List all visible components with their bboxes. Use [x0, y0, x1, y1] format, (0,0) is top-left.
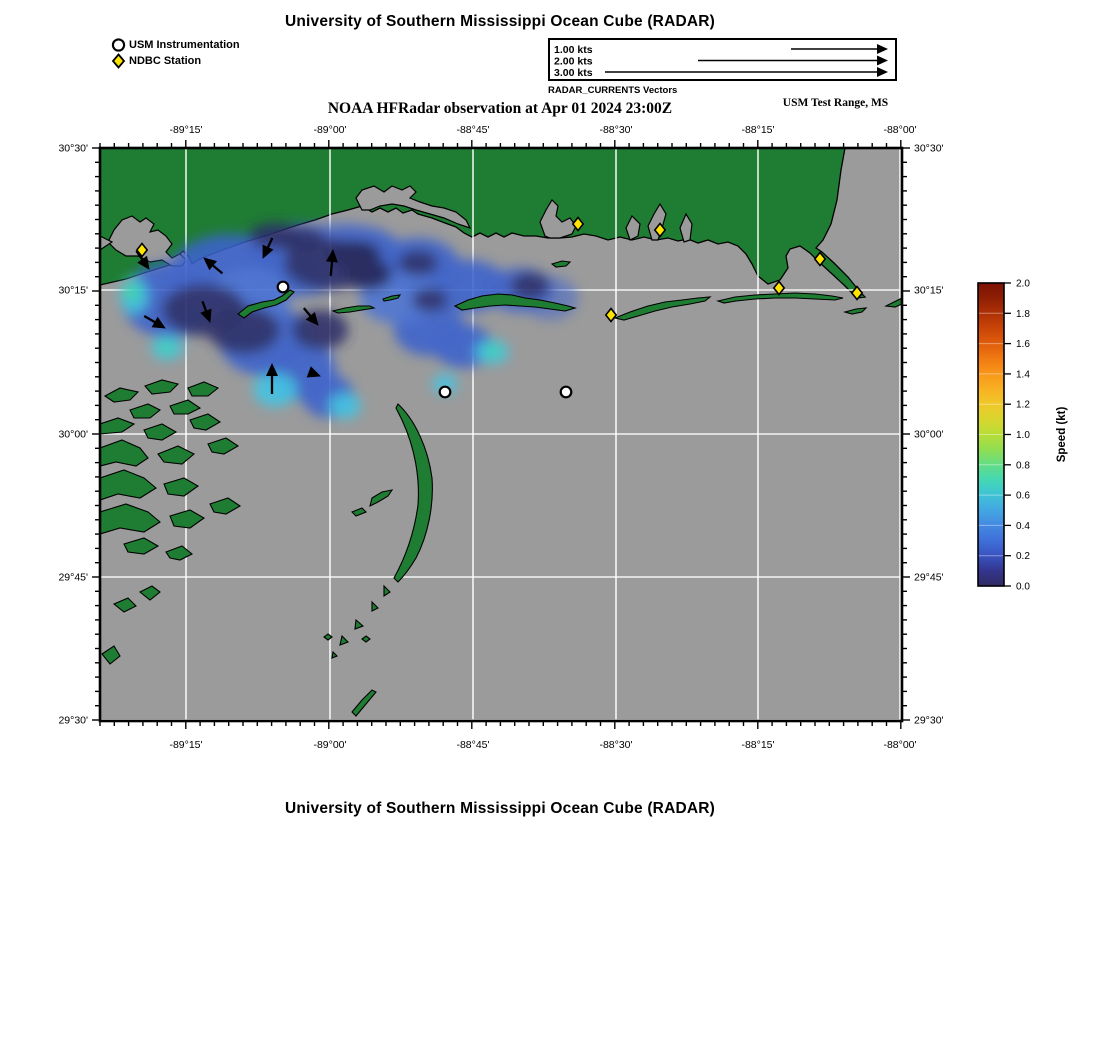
x-tick-label-bottom: -89°15' [169, 739, 203, 751]
colorbar-tick-label: 1.0 [1016, 430, 1030, 441]
svg-text:3.00 kts: 3.00 kts [554, 66, 593, 79]
x-tick-label-top: -88°30' [599, 124, 633, 136]
colorbar-tick-label: 1.6 [1016, 339, 1030, 351]
colorbar [960, 272, 1100, 602]
colorbar-tick-label: 1.4 [1016, 369, 1030, 381]
usm-instrument-marker [561, 387, 572, 398]
x-tick-label-top: -89°15' [169, 124, 203, 136]
map-svg [58, 124, 944, 751]
svg-text:1.00 kts: 1.00 kts [554, 43, 593, 56]
colorbar-tick-label: 0.8 [1016, 460, 1030, 472]
colorbar-tick-label: 0.4 [1016, 520, 1030, 532]
x-tick-label-bottom: -88°45' [456, 739, 490, 751]
observation-subtitle: NOAA HFRadar observation at Apr 01 2024 23:00Z [327, 100, 673, 117]
legend-item-ndbc [110, 53, 201, 69]
x-tick-label-bottom: -89°00' [313, 739, 347, 751]
map-layers [100, 148, 902, 721]
colorbar-tick-label: 1.8 [1016, 308, 1030, 320]
colorbar-tick-label: 0.6 [1016, 490, 1030, 502]
x-tick-label-top: -88°15' [741, 124, 775, 136]
x-tick-label-bottom: -88°30' [599, 739, 633, 751]
vector-key-caption: RADAR_CURRENTS Vectors [548, 85, 678, 96]
page-title: University of Southern Mississippi Ocean Cube (RADAR) [284, 13, 716, 30]
colorbar-svg [960, 272, 1100, 602]
y-tick-label-left: 30°30' [58, 142, 88, 155]
y-tick-label-right: 29°30' [914, 714, 944, 727]
colorbar-tick-label: 0.2 [1016, 551, 1030, 563]
x-tick-label-top: -88°45' [456, 124, 490, 136]
legend-item-usm [110, 37, 240, 53]
x-tick-label-top: -88°00' [883, 124, 917, 136]
colorbar-tick-label: 1.2 [1016, 399, 1030, 411]
y-tick-label-left: 30°15' [58, 284, 88, 297]
vector-scale-arrows [550, 40, 895, 79]
vector-scale-key [548, 38, 897, 81]
y-tick-label-right: 30°30' [914, 142, 944, 155]
x-tick-label-bottom: -88°15' [741, 739, 775, 751]
y-tick-label-left: 29°30' [58, 714, 88, 727]
y-tick-label-left: 29°45' [58, 571, 88, 584]
colorbar-tick-label: 0.0 [1016, 581, 1030, 593]
x-tick-label-bottom: -88°00' [883, 739, 917, 751]
svg-text:2.00 kts: 2.00 kts [554, 55, 593, 68]
map-panel [58, 124, 944, 751]
usm-instrument-marker [440, 387, 451, 398]
usm-instrument-marker [278, 282, 289, 293]
usm-circle-icon [110, 37, 127, 53]
y-tick-label-right: 30°00' [914, 428, 944, 441]
colorbar-axis-label: Speed (kt) [1056, 406, 1068, 463]
ndbc-diamond-icon [110, 53, 127, 69]
colorbar-tick-label: 2.0 [1016, 278, 1030, 290]
x-tick-label-top: -89°00' [313, 124, 347, 136]
y-tick-label-left: 30°00' [58, 428, 88, 441]
y-tick-label-right: 30°15' [914, 284, 944, 297]
range-label: USM Test Range, MS [782, 97, 889, 109]
bottom-title: University of Southern Mississippi Ocean Cube (RADAR) [284, 800, 716, 817]
legend-ndbc-label: NDBC Station [129, 55, 202, 67]
legend-usm-label: USM Instrumentation [129, 39, 240, 51]
y-tick-label-right: 29°45' [914, 571, 944, 584]
